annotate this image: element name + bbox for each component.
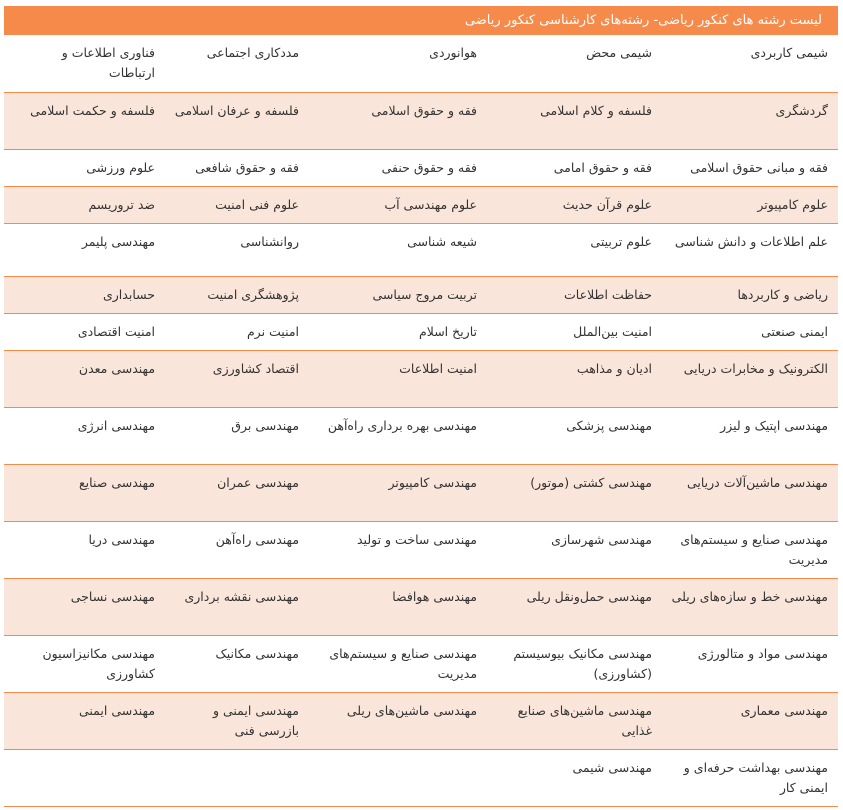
table-cell: مهندسی صنایع و سیستم‌های مدیریت: [309, 635, 487, 692]
table-cell: ادیان و مذاهب: [487, 350, 662, 407]
table-cell: مهندسی کشتی (موتور): [487, 464, 662, 521]
table-cell: علوم فنی امنیت: [165, 186, 309, 223]
table-cell: [4, 749, 165, 806]
table-cell: فلسفه و حکمت اسلامی: [4, 92, 165, 149]
table-row: [4, 149, 838, 186]
table-row: [4, 276, 838, 313]
table-cell: مهندسی مکانیزاسیون کشاورزی: [4, 635, 165, 692]
table-row: [4, 350, 838, 407]
table-cell: اقتصاد کشاورزی: [165, 350, 309, 407]
table-row: [4, 407, 838, 464]
table-cell: مهندسی ماشین‌های صنایع غذایی: [487, 692, 662, 749]
table-cell: مهندسی ماشین‌های ریلی: [309, 692, 487, 749]
table-cell: ضد تروریسم: [4, 186, 165, 223]
table-header-row: [4, 6, 838, 35]
table-row: [4, 692, 838, 749]
table-cell: مهندسی خط و سازه‌های ریلی: [662, 578, 838, 635]
table-cell: مهندسی پزشکی: [487, 407, 662, 464]
table-cell: فناوری اطلاعات و ارتباطات: [4, 35, 165, 92]
table-cell: مهندسی اپتیک و لیزر: [662, 407, 838, 464]
table-cell: مهندسی مکانیک بیوسیستم (کشاورزی): [487, 635, 662, 692]
table-cell: مهندسی دریا: [4, 521, 165, 578]
table-title: لیست رشته های کنکور ریاضی- رشته‌های کارشناسی کنکور ریاضی: [4, 6, 838, 35]
table-cell: مهندسی هوافضا: [309, 578, 487, 635]
table-cell: مهندسی کامپیوتر: [309, 464, 487, 521]
table-cell: ریاضی و کاربردها: [662, 276, 838, 313]
table-cell: مهندسی ماشین‌آلات دریایی: [662, 464, 838, 521]
table-cell: مهندسی بهره برداری راه‌آهن: [309, 407, 487, 464]
table-cell: مهندسی معماری: [662, 692, 838, 749]
table-cell: مهندسی شهرسازی: [487, 521, 662, 578]
table-cell: شیمی کاربردی: [662, 35, 838, 92]
table-cell: امنیت اقتصادی: [4, 313, 165, 350]
table-cell: فقه و حقوق شافعی: [165, 149, 309, 186]
table-cell: پژوهشگری امنیت: [165, 276, 309, 313]
table-row: [4, 749, 838, 806]
table-cell: [165, 749, 309, 806]
table-cell: مهندسی ساخت و تولید: [309, 521, 487, 578]
table-row: [4, 92, 838, 149]
table-cell: امنیت بین‌الملل: [487, 313, 662, 350]
table-cell: هوانوردی: [309, 35, 487, 92]
table-row: [4, 186, 838, 223]
table-cell: فقه و حقوق امامی: [487, 149, 662, 186]
table-row: [4, 464, 838, 521]
table-row: [4, 35, 838, 92]
table-cell: مهندسی مکانیک: [165, 635, 309, 692]
table-cell: مهندسی ایمنی: [4, 692, 165, 749]
table-cell: الکترونیک و مخابرات دریایی: [662, 350, 838, 407]
table-cell: علوم مهندسی آب: [309, 186, 487, 223]
table-cell: فقه و مبانی حقوق اسلامی: [662, 149, 838, 186]
table-cell: روانشناسی: [165, 223, 309, 276]
table-cell: مهندسی نساجی: [4, 578, 165, 635]
table-cell: مهندسی صنایع: [4, 464, 165, 521]
table-cell: علوم تربیتی: [487, 223, 662, 276]
table-row: [4, 521, 838, 578]
table-cell: امنیت اطلاعات: [309, 350, 487, 407]
table-cell: فقه و حقوق اسلامی: [309, 92, 487, 149]
table-cell: مددکاری اجتماعی: [165, 35, 309, 92]
table-cell: مهندسی انرژی: [4, 407, 165, 464]
table-cell: ایمنی صنعتی: [662, 313, 838, 350]
table-cell: مهندسی حمل‌ونقل ریلی: [487, 578, 662, 635]
table-cell: تاریخ اسلام: [309, 313, 487, 350]
table-cell: مهندسی بهداشت حرفه‌ای و ایمنی کار: [662, 749, 838, 806]
table-cell: علوم ورزشی: [4, 149, 165, 186]
table-cell: مهندسی نقشه برداری: [165, 578, 309, 635]
majors-table-container: [4, 6, 838, 807]
table-cell: مهندسی راه‌آهن: [165, 521, 309, 578]
table-body: [4, 35, 838, 806]
table-cell: مهندسی برق: [165, 407, 309, 464]
table-cell: مهندسی عمران: [165, 464, 309, 521]
table-row: [4, 635, 838, 692]
table-cell: تربیت مروج سیاسی: [309, 276, 487, 313]
table-cell: شیمی محض: [487, 35, 662, 92]
table-cell: [309, 749, 487, 806]
table-row: [4, 313, 838, 350]
table-cell: مهندسی شیمی: [487, 749, 662, 806]
table-cell: فقه و حقوق حنفی: [309, 149, 487, 186]
table-cell: مهندسی پلیمر: [4, 223, 165, 276]
table-cell: مهندسی صنایع و سیستم‌های مدیریت: [662, 521, 838, 578]
table-row: [4, 578, 838, 635]
table-cell: شیعه شناسی: [309, 223, 487, 276]
table-cell: حفاظت اطلاعات: [487, 276, 662, 313]
table-cell: گردشگری: [662, 92, 838, 149]
table-cell: مهندسی مواد و متالورژی: [662, 635, 838, 692]
table-cell: فلسفه و کلام اسلامی: [487, 92, 662, 149]
table-cell: امنیت نرم: [165, 313, 309, 350]
table-cell: مهندسی معدن: [4, 350, 165, 407]
table-cell: علم اطلاعات و دانش شناسی: [662, 223, 838, 276]
table-cell: حسابداری: [4, 276, 165, 313]
table-row: [4, 223, 838, 276]
table-cell: مهندسی ایمنی و بازرسی فنی: [165, 692, 309, 749]
majors-table: [4, 6, 838, 807]
table-cell: علوم کامپیوتر: [662, 186, 838, 223]
table-cell: فلسفه و عرفان اسلامی: [165, 92, 309, 149]
table-cell: علوم قرآن حدیث: [487, 186, 662, 223]
